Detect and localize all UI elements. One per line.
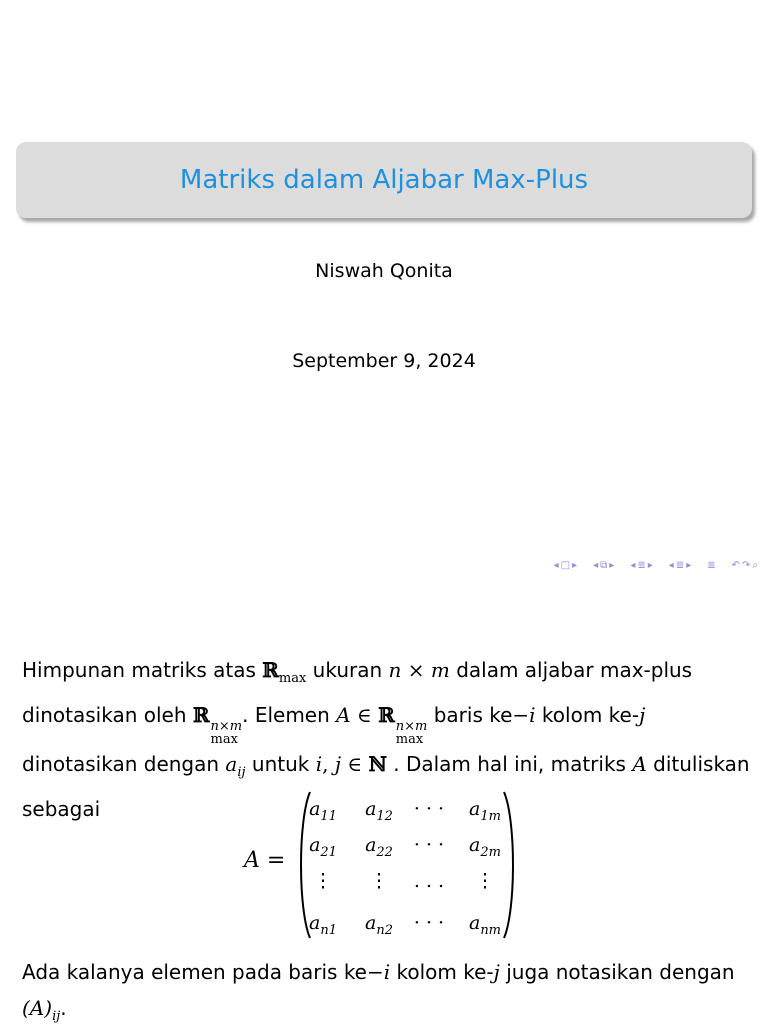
matrix-cell: $a_{n2}$ — [365, 912, 393, 938]
line-6: $(A)_{ij}$. — [22, 996, 67, 1024]
nav-section-icon[interactable]: ◂ ≣ ▸ — [630, 560, 653, 571]
matrix-cell: $a_{11}$ — [309, 798, 337, 824]
matrix-cell: $a_{2m}$ — [469, 834, 501, 860]
line-2: dinotasikan oleh ℝ n×m max . Elemen A ∈ ℝ n×m max baris ke−i kolom ke-j — [22, 703, 646, 747]
matrix-cell-subscript: n2 — [376, 923, 393, 938]
matrix-cell-subscript: 22 — [376, 845, 393, 860]
matrix-cell: $a_{22}$ — [365, 834, 393, 860]
line-1: Himpunan matriks atas ℝ$_{max}$ ukuran n × m dalam aljabar max-plus — [22, 658, 693, 686]
matrix-cell-subscript: 1m — [480, 809, 501, 824]
matrix-equation — [244, 790, 534, 942]
nav-back-icon[interactable]: ≣ — [707, 560, 716, 571]
author-name: Niswah Qonita — [315, 260, 453, 282]
nav-doc-icon[interactable]: ◂ ≣ ▸ — [668, 560, 692, 571]
matrix-cell: ⋮ — [475, 870, 495, 892]
matrix-cell: · · · — [413, 834, 445, 856]
matrix-cell: $a_{n1}$ — [309, 912, 337, 938]
matrix-cell: · · · — [413, 912, 445, 934]
matrix-cell: . . . — [413, 870, 445, 892]
closing-paragraph — [22, 954, 752, 1035]
content-slide — [0, 600, 768, 1024]
line-4: sebagai — [22, 797, 101, 821]
matrix-cell: $a_{nm}$ — [468, 912, 502, 938]
matrix-cell: $a_{1m}$ — [469, 798, 501, 824]
presentation-date: September 9, 2024 — [292, 350, 476, 372]
matrix-cell: ⋮ — [369, 870, 389, 892]
nav-search-icon[interactable]: ↶ ↷ ⌕ — [731, 560, 758, 571]
nav-frame-icon[interactable]: ◂ □ ▸ — [553, 560, 578, 571]
matrix-cell-subscript: 2m — [480, 845, 501, 860]
matrix-cell: $a_{21}$ — [309, 834, 337, 860]
matrix-cell: ⋮ — [313, 870, 333, 892]
title-box — [16, 142, 752, 218]
matrix-cell-subscript: 21 — [320, 845, 337, 860]
matrix-cell: · · · — [413, 798, 445, 820]
matrix-cell-subscript: n1 — [320, 923, 337, 938]
line-3: dinotasikan dengan $a_{ij}$ untuk i, j ∈ ℕ . Dalam hal ini, matriks A dituliskan — [22, 752, 750, 780]
slide-separator — [0, 576, 768, 600]
matrix-lhs: A = — [244, 848, 286, 873]
line-5: Ada kalanya elemen pada baris ke−i kolom ke-j juga notasikan dengan — [22, 960, 735, 984]
matrix-cell-subscript: 11 — [320, 809, 337, 824]
beamer-navigation — [554, 561, 758, 571]
nav-subsection-icon[interactable]: ◂ ⧉ ▸ — [593, 560, 615, 571]
matrix-cell-subscript: nm — [480, 923, 502, 938]
matrix-cell: $a_{12}$ — [365, 798, 393, 824]
matrix-cell-subscript: 12 — [376, 809, 393, 824]
presentation-title: Matriks dalam Aljabar Max-Plus — [179, 165, 589, 195]
